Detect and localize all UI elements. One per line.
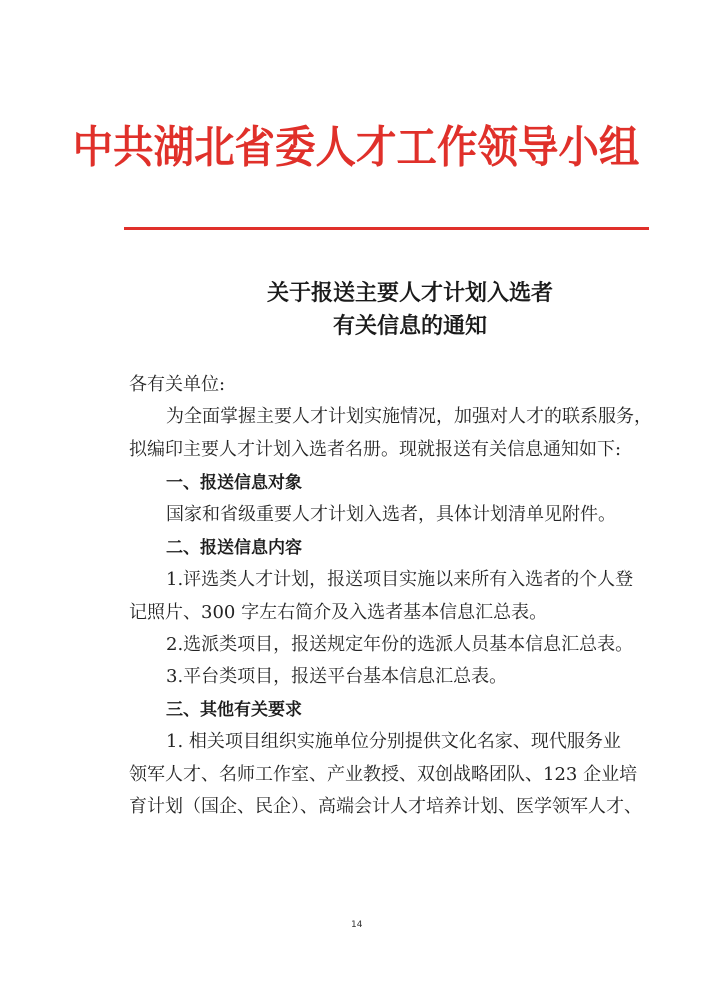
- salutation: 各有关单位:: [129, 374, 226, 395]
- document-title-line-1: 关于报送主要人才计划入选者: [266, 281, 553, 306]
- page-number: 14: [351, 920, 363, 930]
- section-paragraph-line: 2.选派类项目，报送规定年份的选派人员基本信息汇总表。: [166, 634, 634, 655]
- red-divider-line: [124, 227, 649, 230]
- section-paragraph-line: 3.平台类项目，报送平台基本信息汇总表。: [166, 666, 508, 687]
- section-heading: 三、其他有关要求: [166, 700, 302, 720]
- section-paragraph-line: 1.评选类人才计划，报送项目实施以来所有入选者的个人登: [166, 569, 634, 590]
- document-title-line-2: 有关信息的通知: [332, 314, 487, 339]
- section-paragraph-line: 1. 相关项目组织实施单位分别提供文化名家、现代服务业: [166, 731, 621, 752]
- section-paragraph-line: 育计划（国企、民企）、高端会计人才培养计划、医学领军人才、: [129, 796, 642, 817]
- section-paragraph-line: 领军人才、名师工作室、产业教授、双创战略团队、123 企业培: [129, 764, 638, 785]
- organization-header: 中共湖北省委人才工作领导小组: [72, 122, 640, 173]
- intro-paragraph-line: 为全面掌握主要人才计划实施情况，加强对人才的联系服务，: [166, 406, 652, 427]
- section-heading: 二、报送信息内容: [166, 538, 302, 558]
- section-paragraph-line: 记照片、300 字左右简介及入选者基本信息汇总表。: [129, 602, 548, 623]
- intro-paragraph-line: 拟编印主要人才计划入选者名册。现就报送有关信息通知如下:: [129, 439, 622, 460]
- section-paragraph-line: 国家和省级重要人才计划入选者，具体计划清单见附件。: [166, 504, 616, 525]
- section-heading: 一、报送信息对象: [166, 473, 302, 493]
